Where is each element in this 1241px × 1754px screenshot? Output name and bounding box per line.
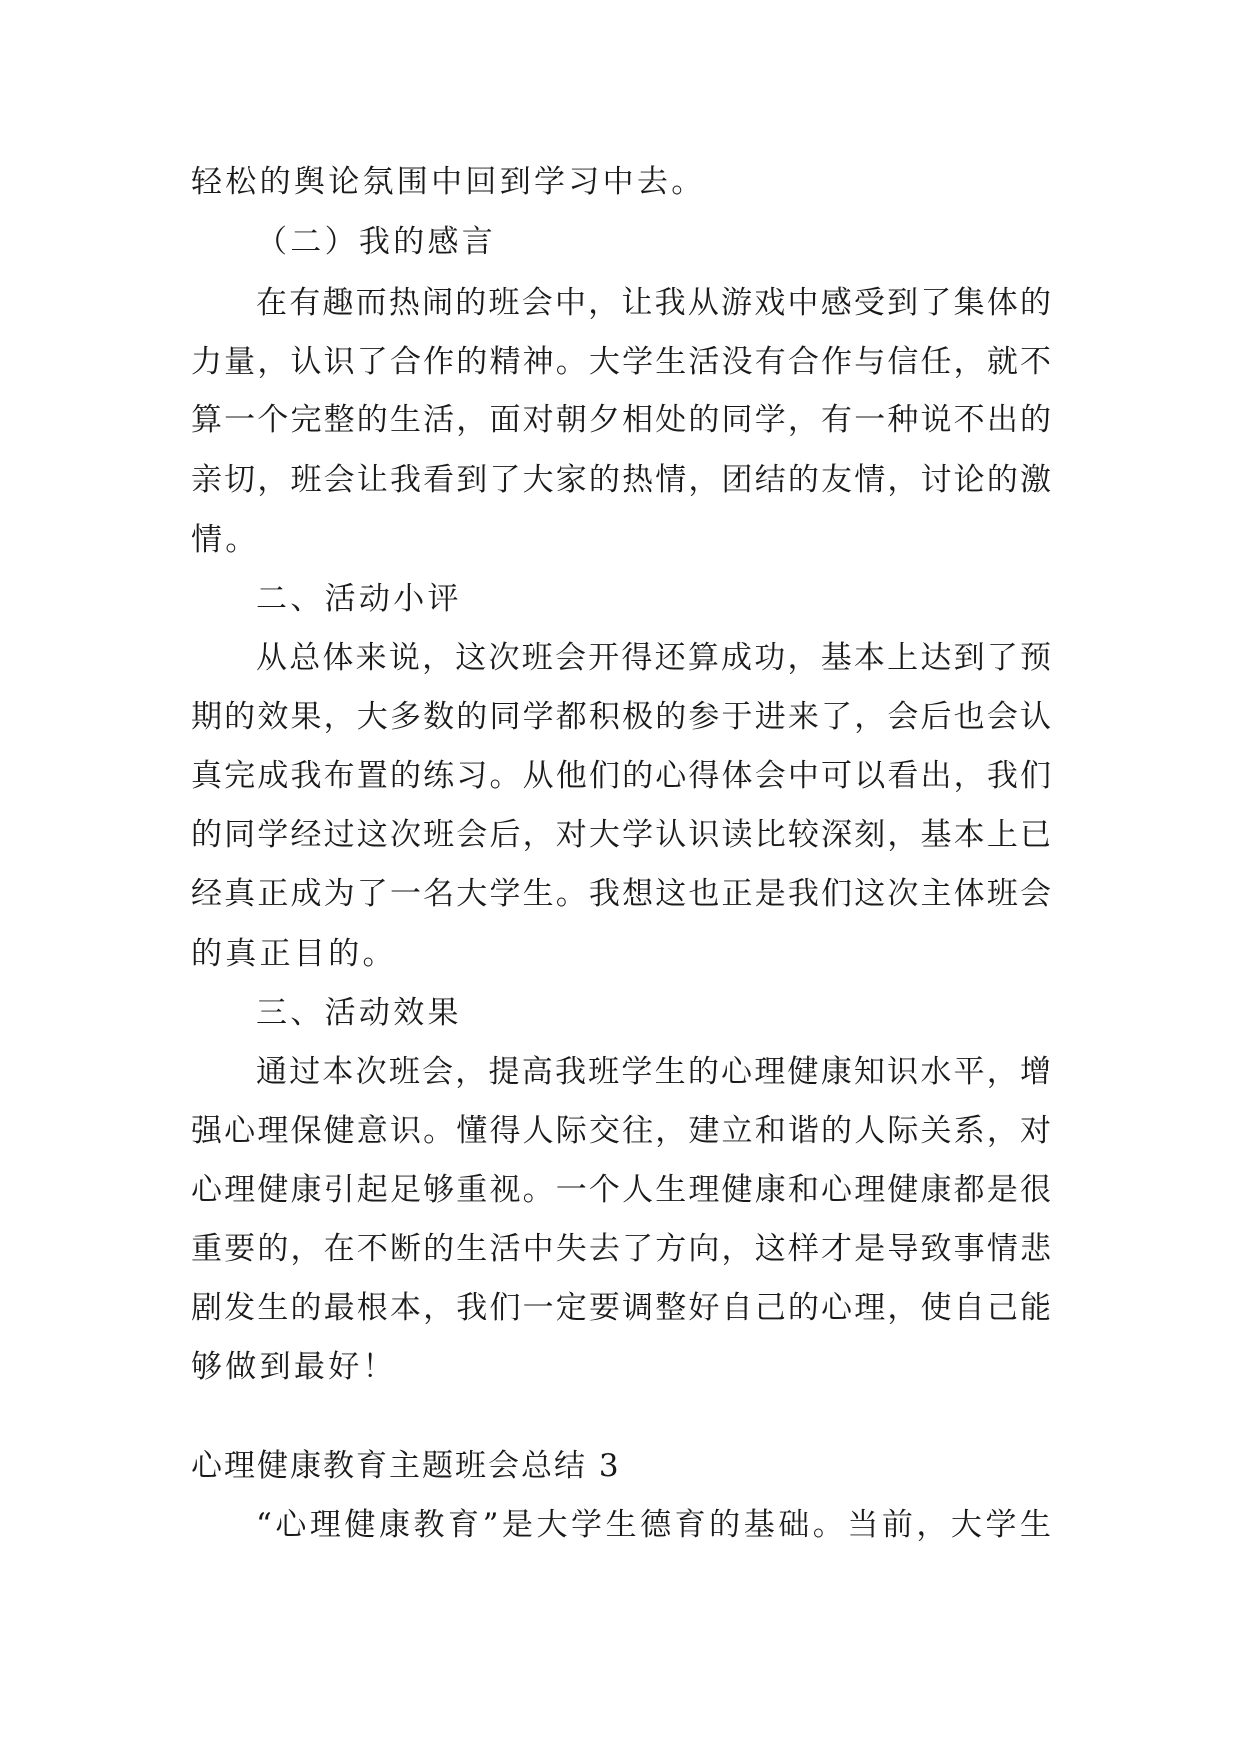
paragraph-line: 算一个完整的生活，面对朝夕相处的同学，有一种说不出的: [191, 402, 1051, 438]
paragraph-line: 的真正目的。: [191, 936, 397, 972]
paragraph-line: 亲切，班会让我看到了大家的热情，团结的友情，讨论的激: [191, 462, 1051, 498]
paragraph-line: 情。: [191, 522, 260, 558]
paragraph-line: “心理健康教育”是大学生德育的基础。当前，大学生: [256, 1507, 1051, 1543]
section-heading: 二、活动小评: [256, 581, 462, 617]
section-heading: 三、活动效果: [256, 995, 462, 1031]
paragraph-line: 心理健康引起足够重视。一个人生理健康和心理健康都是很: [191, 1172, 1051, 1208]
paragraph-line: 重要的，在不断的生活中失去了方向，这样才是导致事情悲: [191, 1231, 1051, 1267]
paragraph-line: 真完成我布置的练习。从他们的心得体会中可以看出，我们: [191, 758, 1051, 794]
paragraph-line: 在有趣而热闹的班会中，让我从游戏中感受到了集体的: [256, 285, 1051, 321]
paragraph-line: 剧发生的最根本，我们一定要调整好自己的心理，使自己能: [191, 1290, 1051, 1326]
paragraph-line: 力量，认识了合作的精神。大学生活没有合作与信任，就不: [191, 344, 1051, 380]
paragraph-line: 的同学经过这次班会后，对大学认识读比较深刻，基本上已: [191, 817, 1051, 853]
paragraph-line: 强心理保健意识。懂得人际交往，建立和谐的人际关系，对: [191, 1113, 1051, 1149]
article-title: 心理健康教育主题班会总结 3: [191, 1448, 621, 1484]
paragraph-line: 通过本次班会，提高我班学生的心理健康知识水平，增: [256, 1054, 1051, 1090]
paragraph-line: 经真正成为了一名大学生。我想这也正是我们这次主体班会: [191, 876, 1051, 912]
section-heading: （二）我的感言: [256, 224, 497, 260]
paragraph-line: 期的效果，大多数的同学都积极的参于进来了，会后也会认: [191, 699, 1051, 735]
paragraph-line: 轻松的舆论氛围中回到学习中去。: [191, 164, 706, 200]
paragraph-line: 够做到最好！: [191, 1349, 397, 1385]
paragraph-line: 从总体来说，这次班会开得还算成功，基本上达到了预: [256, 640, 1051, 676]
